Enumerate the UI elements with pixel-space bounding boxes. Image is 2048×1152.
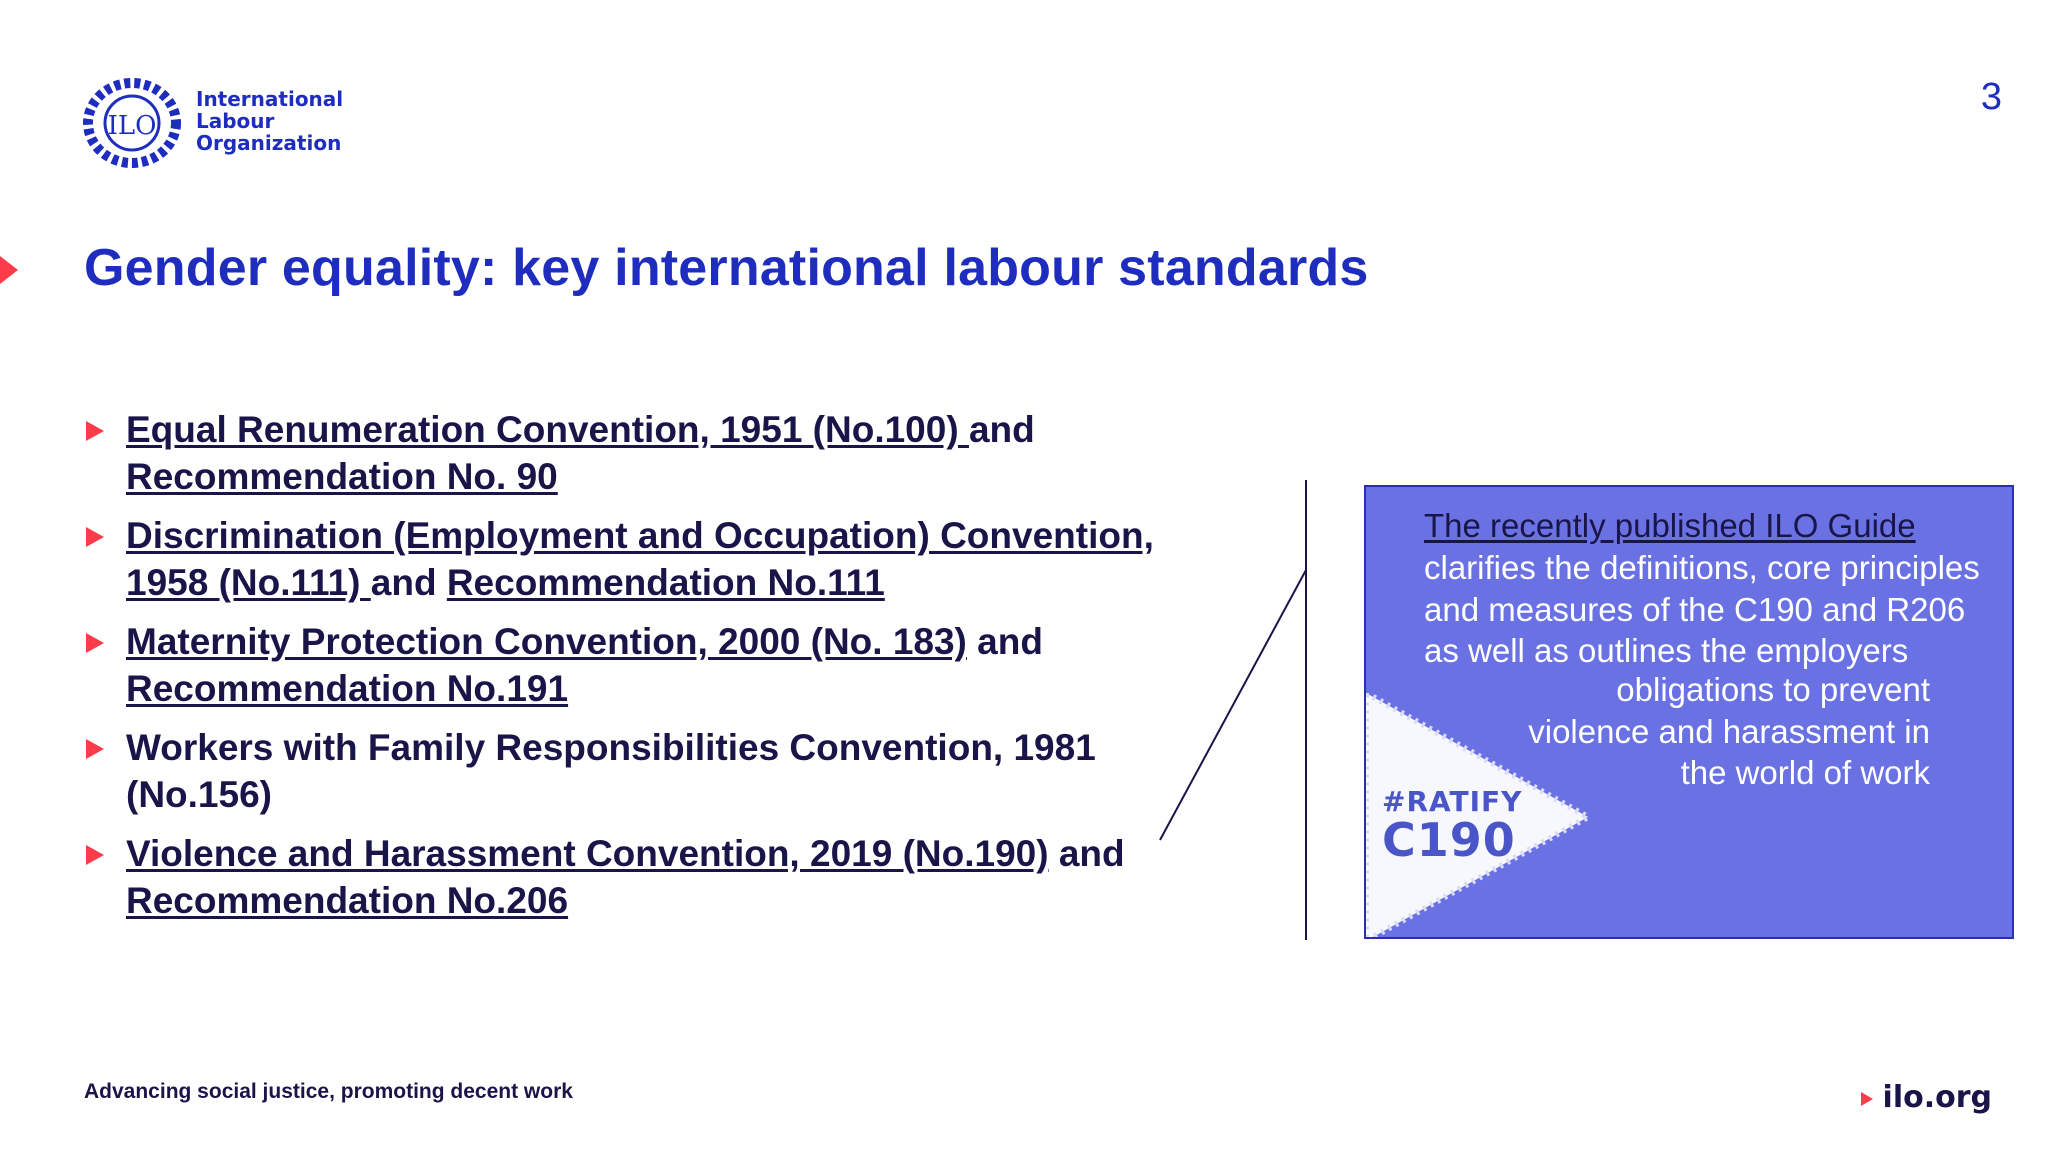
footer-arrow-icon bbox=[1861, 1092, 1873, 1106]
convention-111-link[interactable]: Discrimination (Employment and Occupation) Convention, 1958 (No.111) bbox=[126, 515, 1154, 603]
convention-183-link[interactable]: Maternity Protection Convention, 2000 (No. 183) bbox=[126, 621, 967, 662]
footer-site-link[interactable] bbox=[1861, 1080, 1992, 1115]
bullet-arrow-icon bbox=[86, 739, 104, 759]
recommendation-191-link[interactable]: Recommendation No.191 bbox=[126, 668, 569, 709]
and-text: and bbox=[968, 409, 1035, 450]
ilo-guide-callout bbox=[1364, 485, 2014, 939]
list-item bbox=[84, 724, 1234, 818]
emblem-text: ILO bbox=[107, 111, 157, 141]
recommendation-111-link[interactable]: Recommendation No.111 bbox=[446, 562, 885, 603]
logo-line-1: International bbox=[196, 87, 344, 111]
stamp-line-2: C190 bbox=[1382, 813, 1516, 867]
edge-arrow-icon bbox=[0, 256, 18, 284]
convention-156-text: Workers with Family Responsibilities Convention, 1981 (No.156) bbox=[126, 727, 1096, 815]
footer-tagline: Advancing social justice, promoting decent work bbox=[84, 1080, 573, 1103]
and-text: and bbox=[1048, 833, 1125, 874]
recommendation-90-link[interactable]: Recommendation No. 90 bbox=[126, 456, 558, 497]
and-text: and bbox=[966, 621, 1043, 662]
recommendation-206-link[interactable]: Recommendation No.206 bbox=[126, 880, 569, 921]
stamp-label bbox=[1382, 785, 1523, 867]
ilo-emblem-icon bbox=[80, 78, 184, 168]
pointer-line bbox=[1160, 570, 1306, 840]
footer-site-label: ilo.org bbox=[1882, 1080, 1992, 1115]
logo-line-2: Labour bbox=[196, 109, 275, 133]
list-item bbox=[84, 512, 1234, 606]
list-item bbox=[84, 406, 1234, 500]
convention-190-link[interactable]: Violence and Harassment Convention, 2019 (No.190) bbox=[126, 833, 1049, 874]
list-item bbox=[84, 830, 1234, 924]
list-item bbox=[84, 618, 1234, 712]
stamp-line-1: #RATIFY bbox=[1382, 785, 1523, 818]
callout-description: clarifies the definitions, core principles and measures of the C190 and R206 as well as outlines the employers bbox=[1424, 549, 1980, 669]
callout-description-end: obligations to prevent violence and harassment in the world of work bbox=[1528, 671, 1930, 791]
bullet-arrow-icon bbox=[86, 527, 104, 547]
ilo-logo bbox=[80, 78, 420, 178]
logo-text bbox=[196, 88, 343, 154]
bullet-arrow-icon bbox=[86, 421, 104, 441]
standards-list bbox=[84, 406, 1234, 936]
callout-connector bbox=[1160, 480, 1320, 940]
bullet-arrow-icon bbox=[86, 633, 104, 653]
logo-line-3: Organization bbox=[196, 131, 342, 155]
page-number: 3 bbox=[1980, 76, 2002, 118]
slide-title: Gender equality: key international labour standards bbox=[84, 239, 1369, 297]
convention-100-link[interactable]: Equal Renumeration Convention, 1951 (No.100) bbox=[126, 409, 969, 450]
ilo-guide-link[interactable]: The recently published ILO Guide bbox=[1424, 507, 1916, 544]
and-text: and bbox=[370, 562, 447, 603]
bullet-arrow-icon bbox=[86, 845, 104, 865]
